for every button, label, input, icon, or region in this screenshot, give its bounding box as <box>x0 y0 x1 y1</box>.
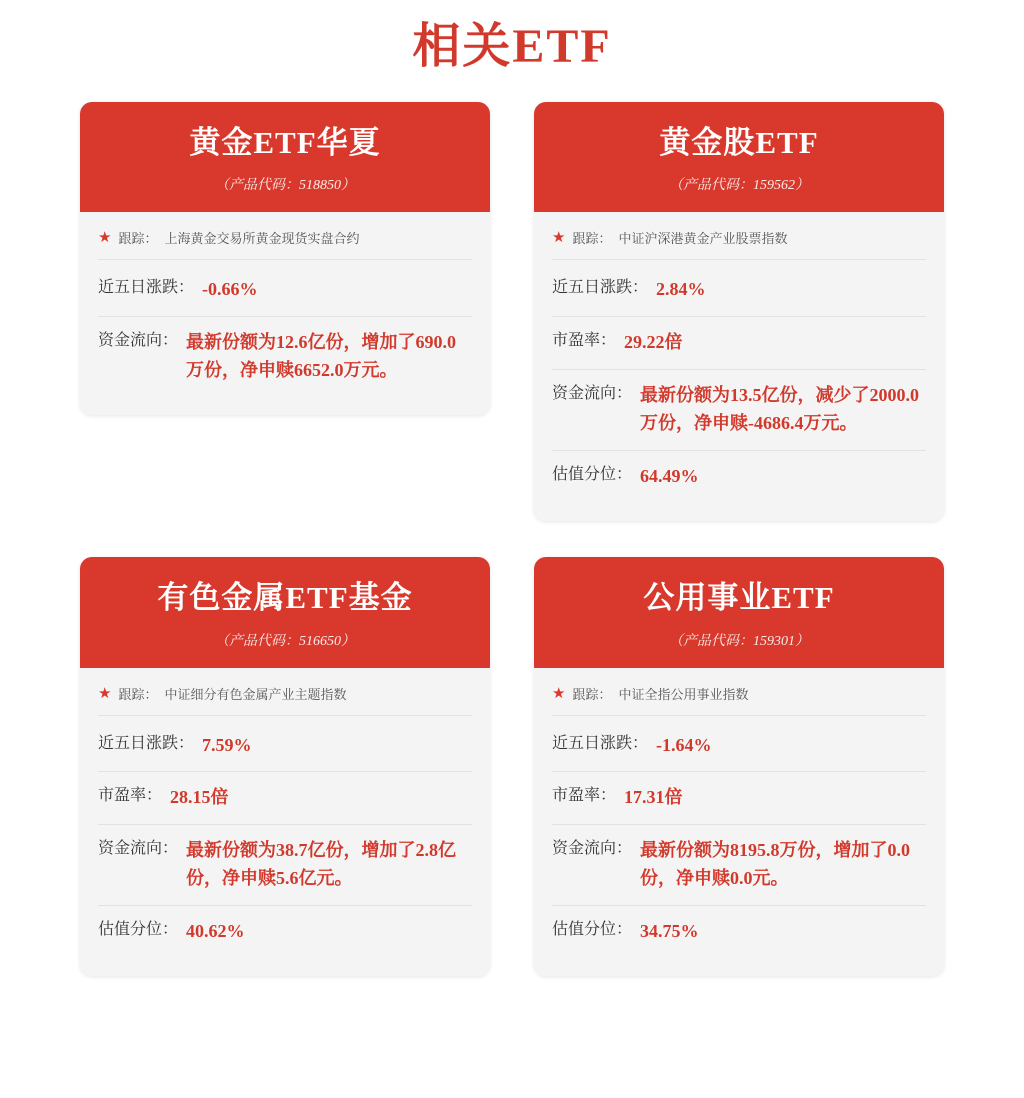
etf-metric-value: 最新份额为38.7亿份，增加了2.8亿份，净申赎5.6亿元。 <box>186 840 457 889</box>
etf-metric-label: 资金流向： <box>98 332 179 350</box>
etf-metric-label: 近五日涨跌： <box>552 734 649 752</box>
etf-metric-value: 34.75% <box>640 921 699 942</box>
etf-card-body <box>534 212 944 520</box>
etf-card-grid <box>80 102 944 1012</box>
etf-metric-row <box>98 264 472 317</box>
etf-metric-label: 估值分位： <box>552 465 633 483</box>
etf-name: 黄金ETF华夏 <box>189 124 381 160</box>
etf-track-row <box>98 228 472 260</box>
etf-metric-value: 最新份额为8195.8万份，增加了0.0份，净申赎0.0元。 <box>640 840 911 889</box>
etf-metric-value: 最新份额为12.6亿份，增加了690.0万份，净申赎6652.0万元。 <box>186 332 457 381</box>
etf-name: 有色金属ETF基金 <box>157 579 413 615</box>
etf-metric-label: 近五日涨跌： <box>98 279 195 297</box>
etf-metric-row <box>552 451 926 503</box>
etf-name: 黄金股ETF <box>659 124 819 160</box>
star-icon: ★ <box>98 229 112 247</box>
etf-track-value: 中证细分有色金属产业主题指数 <box>164 686 347 702</box>
etf-metric-row <box>98 317 472 397</box>
etf-track-label: 跟踪： <box>572 686 612 702</box>
star-icon: ★ <box>552 229 566 247</box>
etf-metric-row <box>552 264 926 317</box>
etf-metric-value: 2.84% <box>656 279 706 300</box>
etf-track-row <box>552 228 926 260</box>
etf-metric-value: 40.62% <box>186 921 245 942</box>
etf-card-body <box>534 668 944 976</box>
etf-card[interactable] <box>534 557 944 976</box>
etf-metric-row <box>552 906 926 958</box>
etf-card-body <box>80 668 490 976</box>
etf-card-header <box>534 102 944 213</box>
etf-metric-row <box>552 825 926 906</box>
etf-metric-row <box>98 906 472 958</box>
etf-code: （产品代码：159301） <box>669 633 809 649</box>
star-icon: ★ <box>552 684 566 702</box>
etf-card-header <box>80 557 490 668</box>
etf-track-value: 中证沪深港黄金产业股票指数 <box>618 231 788 247</box>
etf-card[interactable] <box>80 102 490 415</box>
etf-metric-label: 资金流向： <box>552 385 633 403</box>
etf-track-value: 上海黄金交易所黄金现货实盘合约 <box>164 231 360 247</box>
etf-metric-row <box>552 720 926 773</box>
etf-metric-value: 29.22倍 <box>624 332 683 353</box>
etf-metric-label: 资金流向： <box>98 840 179 858</box>
etf-metric-row <box>98 825 472 906</box>
etf-name: 公用事业ETF <box>643 579 835 615</box>
etf-card-header <box>80 102 490 213</box>
etf-metric-label: 估值分位： <box>552 921 633 939</box>
page-title: 相关ETF <box>412 20 612 73</box>
etf-metric-value: 28.15倍 <box>170 787 229 808</box>
etf-track-label: 跟踪： <box>118 686 158 702</box>
etf-metric-row <box>552 370 926 451</box>
etf-metric-value: 7.59% <box>202 734 252 755</box>
etf-metric-row <box>98 720 472 773</box>
etf-metric-label: 资金流向： <box>552 840 633 858</box>
etf-metric-label: 市盈率： <box>552 332 617 350</box>
etf-metric-value: 64.49% <box>640 465 699 486</box>
etf-metric-label: 近五日涨跌： <box>98 734 195 752</box>
etf-metric-row <box>552 317 926 370</box>
etf-card[interactable] <box>534 102 944 521</box>
etf-metric-value: 17.31倍 <box>624 787 683 808</box>
etf-track-label: 跟踪： <box>118 231 158 247</box>
etf-card-body <box>80 212 490 415</box>
etf-metric-label: 市盈率： <box>552 787 617 805</box>
etf-metric-label: 市盈率： <box>98 787 163 805</box>
etf-track-value: 中证全指公用事业指数 <box>618 686 749 702</box>
etf-metric-value: -0.66% <box>202 279 258 300</box>
etf-card[interactable] <box>80 557 490 976</box>
etf-track-label: 跟踪： <box>572 231 612 247</box>
etf-metric-row <box>98 772 472 825</box>
etf-track-row <box>552 684 926 716</box>
etf-track-row <box>98 684 472 716</box>
etf-metric-label: 估值分位： <box>98 921 179 939</box>
etf-code: （产品代码：518850） <box>215 178 355 194</box>
etf-card-header <box>534 557 944 668</box>
etf-code: （产品代码：516650） <box>215 633 355 649</box>
etf-metric-row <box>552 772 926 825</box>
etf-metric-label: 近五日涨跌： <box>552 279 649 297</box>
etf-metric-value: 最新份额为13.5亿份，减少了2000.0万份，净申赎-4686.4万元。 <box>640 385 920 434</box>
etf-page <box>0 18 1024 1012</box>
etf-code: （产品代码：159562） <box>669 178 809 194</box>
etf-metric-value: -1.64% <box>656 734 712 755</box>
star-icon: ★ <box>98 684 112 702</box>
